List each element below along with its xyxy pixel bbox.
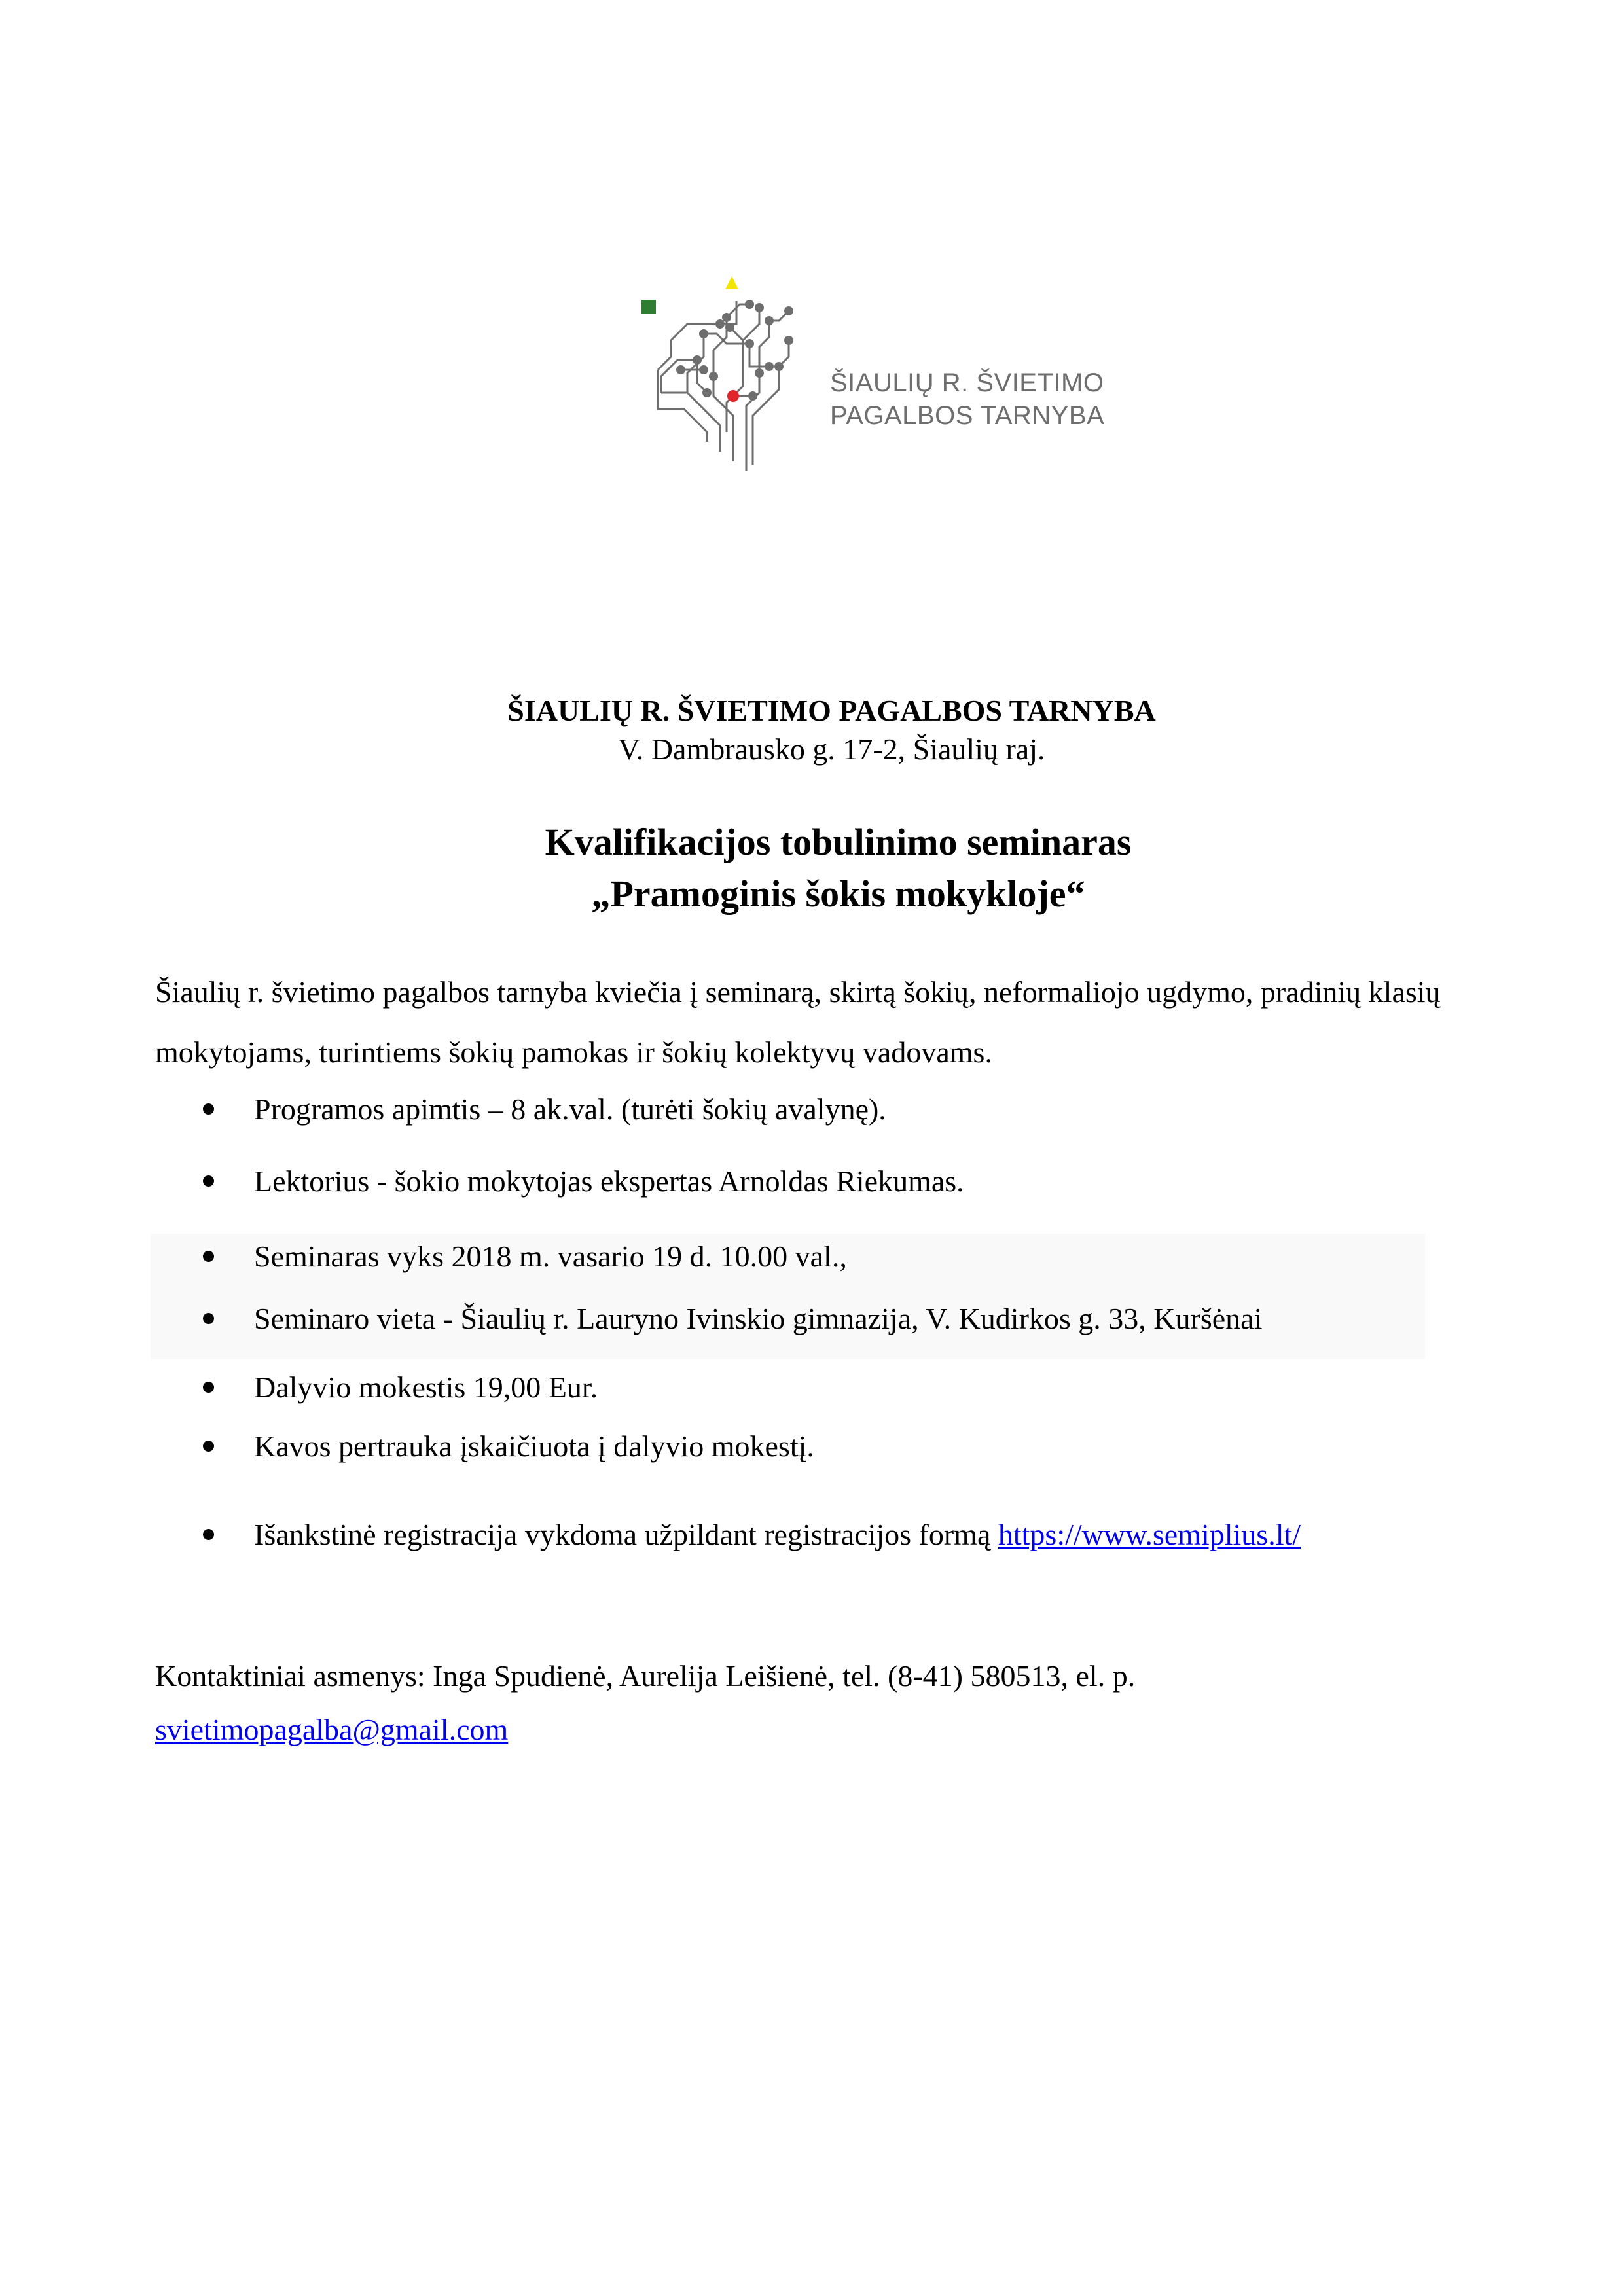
logo-line-2: PAGALBOS TARNYBA bbox=[830, 401, 1105, 430]
organization-name: ŠIAULIŲ R. ŠVIETIMO PAGALBOS TARNYBA bbox=[507, 694, 1156, 727]
bullet-icon bbox=[203, 1175, 214, 1187]
seminar-subtitle: „Pramoginis šokis mokykloje“ bbox=[591, 872, 1085, 915]
bullet-icon bbox=[203, 1313, 214, 1324]
bullet-icon bbox=[203, 1529, 214, 1540]
bullet-text: Programos apimtis – 8 ak.val. (turėti šokių avalynę). bbox=[254, 1092, 886, 1126]
bullet-text: Kavos pertrauka įskaičiuota į dalyvio mokestį. bbox=[254, 1429, 814, 1463]
logo-wordmark bbox=[830, 367, 1104, 432]
contact-email-link[interactable]: svietimopagalba@gmail.com bbox=[155, 1713, 509, 1746]
bullet-text: Seminaro vieta - Šiaulių r. Lauryno Ivinskio gimnazija, V. Kudirkos g. 33, Kuršėnai bbox=[254, 1302, 1263, 1335]
bullet-icon bbox=[203, 1251, 214, 1262]
bullet-icon bbox=[203, 1382, 214, 1393]
bullet-text bbox=[254, 1515, 1301, 1554]
bullet-icon bbox=[203, 1103, 214, 1115]
contacts-block bbox=[155, 1649, 1135, 1757]
registration-link[interactable]: https://www.semiplius.lt/ bbox=[998, 1518, 1301, 1551]
contacts-text: Kontaktiniai asmenys: Inga Spudienė, Aurelija Leišienė, tel. (8-41) 580513, el. p. bbox=[155, 1659, 1136, 1693]
organization-logo bbox=[622, 236, 1105, 484]
bullet-text: Dalyvio mokestis 19,00 Eur. bbox=[254, 1371, 598, 1404]
bullet-icon bbox=[203, 1441, 214, 1452]
intro-paragraph: Šiaulių r. švietimo pagalbos tarnyba kviečia į seminarą, skirtą šokių, neformaliojo ugdymo, pradinių klasių mokytojams, turintiems šokių pamokas ir šokių kolektyvų vadovams. bbox=[155, 975, 1441, 1069]
bullet-text: Lektorius - šokio mokytojas ekspertas Arnoldas Riekumas. bbox=[254, 1164, 964, 1198]
organization-address: V. Dambrausko g. 17-2, Šiaulių raj. bbox=[618, 732, 1045, 766]
registration-text: Išankstinė registracija vykdoma užpildant registracijos formą bbox=[254, 1518, 998, 1551]
logo-tree-icon bbox=[622, 236, 818, 484]
logo-line-1: ŠIAULIŲ R. ŠVIETIMO bbox=[830, 368, 1104, 397]
seminar-title: Kvalifikacijos tobulinimo seminaras bbox=[545, 821, 1132, 863]
bullet-text: Seminaras vyks 2018 m. vasario 19 d. 10.00 val., bbox=[254, 1240, 847, 1273]
